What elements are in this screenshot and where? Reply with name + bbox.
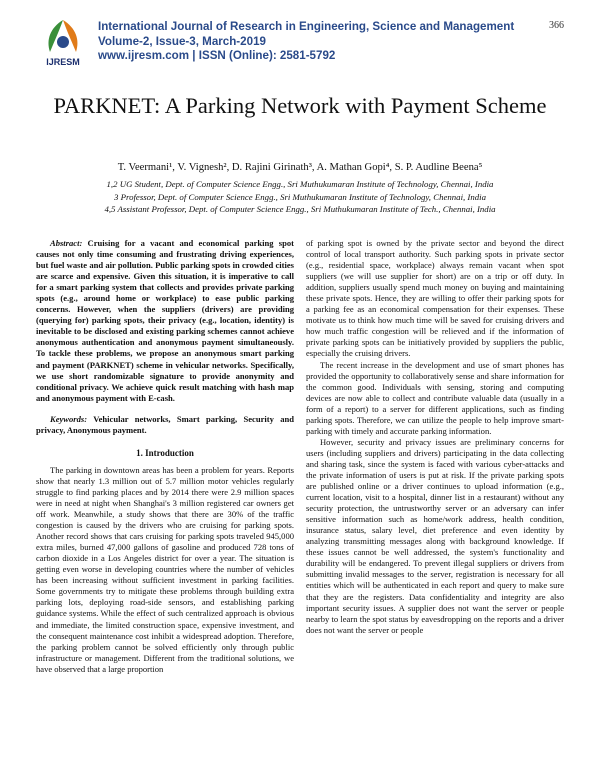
affiliations	[36, 178, 564, 216]
affiliation-2: 3 Professor, Dept. of Computer Science Engg., Sri Muthukumaran Institute of Technology, Chennai, India	[114, 191, 486, 202]
logo-text: IJRESM	[46, 57, 80, 67]
intro-paragraph-4: However, security and privacy issues are preliminary concerns for users (including suppliers and drivers) participating in the data collecting and sharing task, since the system is faced with various cyber-attacks and the private information of users is put at risk. If the private parking spots are published online or a driver continues to upload information (e.g., current location, visit to a hospital, dinner list in a restaurant) without any security protection, the untrustworthy server or an adversary can infer sensitive information such as home/work address, health condition, insurance status, salary level, diet preference and even identity by analyzing transmitting messages along with background knowledge. If these issues cannot be well addressed, the system's functionality and durability will be endangered. To prevent illegal suppliers or drivers from submitting invalid messages to the server, registration is necessary for all entities which will be authenticated in each report and query to make sure that they are the registers. Data confidentiality and integrity are also important security issues. A supplier does not want the server or people nearby to learn the spot status by eavesdropping on the reports and a driver does not want the server or people	[306, 436, 564, 635]
affiliation-1: 1,2 UG Student, Dept. of Computer Science Engg., Sri Muthukumaran Institute of Technology, Chennai, India	[106, 179, 494, 189]
keywords-label: Keywords:	[50, 413, 88, 424]
paper-title: PARKNET: A Parking Network with Payment Scheme	[53, 93, 547, 118]
journal-info	[98, 20, 514, 64]
ijresm-logo	[36, 18, 90, 68]
abstract-label: Abstract:	[50, 238, 83, 248]
left-column	[36, 238, 294, 675]
intro-paragraph-1: The parking in downtown areas has been a problem for years. Reports show that nearly 1.3 million out of 5.7 million motor vehicles regularly struggle to find parking places and by 2014 there were 2.9 million spaces were in need at night when Shanghai's 3 million registered car owners get off work. Meanwhile, a study shows that there are 30% of the traffic congestion is caused by the drivers who are cruising for parking spots. Another record shows that cars cruising for parking spots traveled 945,000 extra miles, burned 47,000 gallons of gasoline and produced 728 tons of carbon dioxide in a Los Angeles district for over a year. The situation is getting even worse in developing countries where the number of vehicles has been increasing without sufficient investment in parking facilities. Some governments try to mitigate these problems through building extra parking lots, deploying road-side sensors, and establishing parking guidance systems. While the effect of such centralized approach is obvious and immediate, the limited construction space, expensive investment, and the consequent maintenance cost inhibit a widespread adoption. Therefore, the parking problem cannot be solved efficiently only through public infrastructure or management. Different from the traditional solutions, we have observed that a large proportion	[36, 464, 294, 674]
journal-volume: Volume-2, Issue-3, March-2019	[98, 34, 266, 48]
journal-name: International Journal of Research in Engineering, Science and Management	[98, 20, 515, 33]
abstract-text: Cruising for a vacant and economical parking spot causes not only time consuming and frustrating driving experiences, but fuel waste and air pollution. Public parking spots in crowded cities are scarce and expensive. Given this situation, it is imperative to call for a smart parking system that collects and provides private parking spots (e.g., around home or workplace) to ease public parking concerns. However, when the suppliers (drivers) are providing (querying for) parking spots, their privacy (e.g., location, identity) is inevitable to be disclosed and existing parking schemes cannot achieve anonymous authentication and anonymous payment simultaneously. To tackle these problems, we propose an anonymous smart parking and payment (PARKNET) scheme in vehicular networks. Specifically, we use short randomizable signature to provide anonymity and conditional privacy. We achieve quick result matching with hash map and anonymous payment with E-cash.	[36, 238, 294, 403]
journal-header	[36, 18, 564, 70]
journal-website[interactable]: www.ijresm.com | ISSN (Online): 2581-5792	[98, 49, 336, 62]
intro-paragraph-3: The recent increase in the development and use of smart phones has provided the opportunity to collaboratively sense and share information for the common good. Individuals with sensing, storing and computing devices are now able to collect and contribute valuable data (usually in a form of a report) to a server for different applications, such as finding parking spots. Therefore, we can utilize the people to help improve smart-parking with timely and accurate parking information.	[306, 359, 564, 436]
intro-paragraph-2: of parking spot is owned by the private sector and beyond the direct control of local transport authority. Such parking spots in private sector (e.g., residential space, workplace) always remain vacant when spot suppliers (we will use supplier for short) are on a trip or off duty. In addition, suppliers usually spend much money on buying and maintaining these private spots. Hence, they are willing to offer their parking spots for a parking fee as an economical compensation for their expenses. These motivate us to think how much time will be saved for cruising drivers and how much traffic congestion will be relieved and if the information of private parking spots can be initiatively provided by suppliers the public, especially the cruising drivers.	[306, 238, 564, 359]
abstract	[36, 238, 294, 404]
section-heading-introduction: 1. Introduction	[136, 447, 194, 458]
author-list: T. Veermani¹, V. Vignesh², D. Rajini Girinath³, A. Mathan Gopi⁴, S. P. Audline Beena⁵	[117, 162, 483, 173]
page-number: 366	[549, 20, 564, 31]
keywords	[36, 414, 294, 436]
right-column	[306, 238, 564, 636]
keywords-text: Vehicular networks, Smart parking, Security and privacy, Anonymous payment.	[36, 413, 294, 435]
affiliation-3: 4,5 Assistant Professor, Dept. of Computer Science Engg., Sri Muthukumaran Institute of Tech., Chennai, India	[104, 204, 496, 215]
